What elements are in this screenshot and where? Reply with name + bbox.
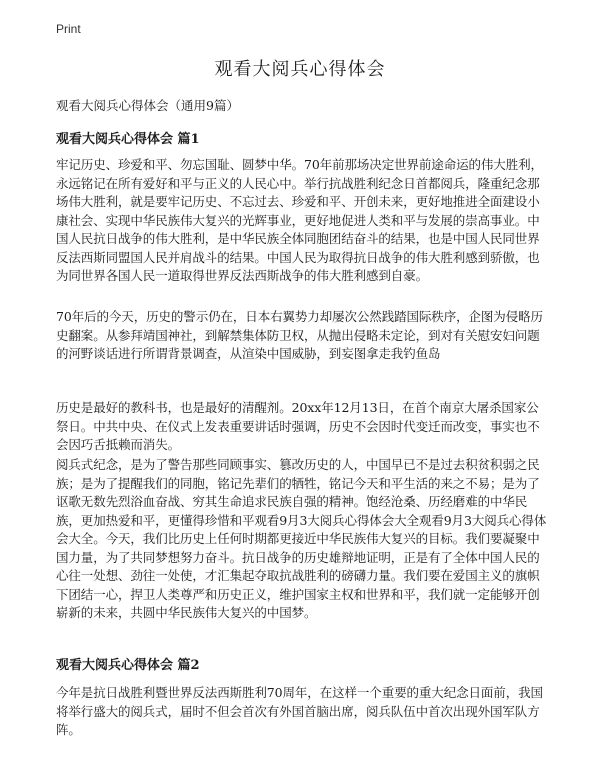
paragraph: 今年是抗日战胜利暨世界反法西斯胜利70周年，在这样一个重要的重大纪念日面前，我国将举行盛大的阅兵式，届时不但会首次有外国首脑出席，阅兵队伍中首次出现外国军队方阵。 (56, 685, 543, 737)
document-title: 观看大阅兵心得体会 (214, 59, 386, 80)
paragraph: 70年后的今天，历史的警示仍在，日本右翼势力却屡次公然践踏国际秩序，企图为侵略历史翻案。从参拜靖国神社，到解禁集体防卫权，从抛出侵略未定论，到对有关慰安妇问题的河野谈话进行所谓背景调查，从渲染中国威胁，到妄图拿走我钓鱼岛 (56, 309, 543, 361)
section-heading: 观看大阅兵心得体会 篇1 (56, 132, 200, 147)
paragraph: 阅兵式纪念，是为了警告那些同顾事实、篡改历史的人，中国早已不是过去积贫积弱之民族；是为了提醒我们的同胞，铭记先辈们的牺牲，铭记今天和平生活的来之不易；是为了讴歌无数先烈浴血奋战、穷其生命追求民族自强的精神。饱经沧桑、历经磨难的中华民族，更加热爱和平，更懂得珍惜和平观看9月3大阅兵心得体会大全观看9月3大阅兵心得体会大全。今天，我们比历史上任何时期都更接近中华民族伟大复兴的目标。我们要凝聚中国力量，为了共同梦想努力奋斗。抗日战争的历史雄辩地证明，正是有了全体中国人民的心往一处想、劲往一处使，才汇集起夺取抗战胜利的磅礴力量。我们要在爱国主义的旗帜下团结一心，捍卫人类尊严和历史正义，维护国家主权和世界和平，我们就一定能够开创崭新的未来，共圆中华民族伟大复兴的中国梦。 (56, 457, 547, 620)
paragraph: 牢记历史、珍爱和平、勿忘国耻、圆梦中华。70年前那场决定世界前途命运的伟大胜利，永远铭记在所有爱好和平与正义的人民心中。举行抗战胜利纪念日首都阅兵，隆重纪念那场伟大胜利，就是要牢记历史、不忘过去、珍爱和平、开创未来，更好地推进全面建设小康社会、实现中华民族伟大复兴的光辉事业，更好地促进人类和平与发展的崇高事业。中国人民抗日战争的伟大胜利，是中华民族全体同胞团结奋斗的结果，也是中国人民同世界反法西斯同盟国人民并肩战斗的结果。中国人民为取得抗日战争的伟大胜利感到骄傲，也为同世界各国人民一道取得世界反法西斯战争的伟大胜利感到自豪。 (56, 157, 543, 283)
paragraph: 历史是最好的教科书，也是最好的清醒剂。20xx年12月13日，在首个南京大屠杀国家公祭日。中共中央、在仪式上发表重要讲话时强调，历史不会因时代变迁而改变，事实也不会因巧舌抵赖而消失。 (56, 400, 540, 452)
document-subtitle: 观看大阅兵心得体会（通用9篇） (56, 98, 239, 113)
section-heading: 观看大阅兵心得体会 篇2 (56, 658, 200, 673)
print-link[interactable]: Print (56, 22, 81, 36)
